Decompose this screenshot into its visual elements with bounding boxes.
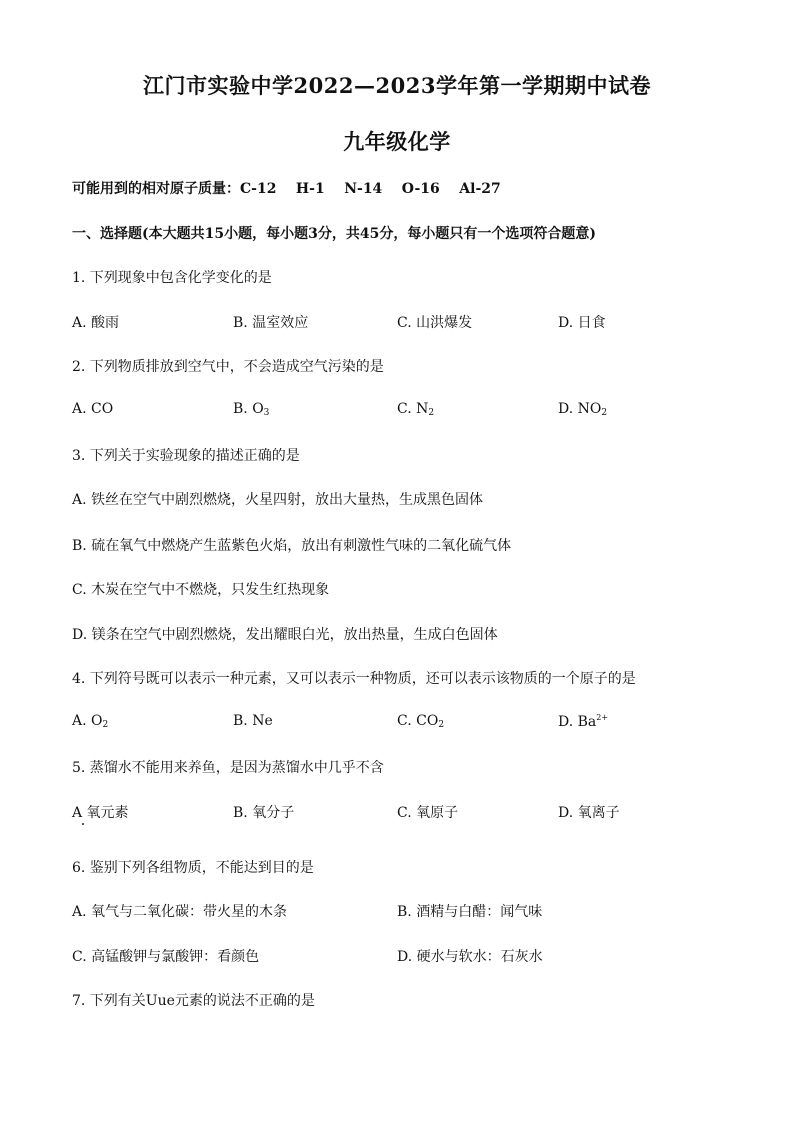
option-c: C. $N_2$ (397, 401, 435, 418)
option-c: C. 高锰酸钾与氯酸钾：看颜色 (72, 949, 260, 965)
option-d: D. 日食 (558, 315, 606, 331)
option-d: D. 镁条在空气中剧烈燃烧，发出耀眼白光，放出热量，生成白色固体 (72, 627, 498, 643)
option-a: A. $O_2$ (72, 713, 109, 730)
question-stem: 4. 下列符号既可以表示一种元素，又可以表示一种物质，还可以表示该物质的一个原子的是 (72, 671, 636, 687)
option-b: B. 硫在氧气中燃烧产生蓝紫色火焰，放出有刺激性气味的二氧化硫气体 (72, 538, 512, 554)
exam-title: 江门市实验中学2022—2023学年第一学期期中试卷 (143, 73, 651, 98)
option-d: D. $Ba^{2+}$ (558, 713, 609, 730)
option-a: A. 酸雨 (72, 315, 120, 331)
question-stem: 1. 下列现象中包含化学变化的是 (72, 270, 272, 286)
option-a: A 氧元素 (72, 805, 129, 821)
option-c: C. 氧原子 (397, 805, 459, 821)
option-b: B. Ne (233, 713, 273, 729)
question-stem: 5. 蒸馏水不能用来养鱼，是因为蒸馏水中几乎不含 (72, 760, 384, 776)
option-b: B. $O_3$ (233, 401, 270, 418)
option-d: D. 硬水与软水：石灰水 (397, 949, 543, 965)
question-stem: 7. 下列有关Uue元素的说法不正确的是 (72, 993, 315, 1009)
option-c: C. 木炭在空气中不燃烧，只发生红热现象 (72, 582, 330, 598)
atomic-mass-line: 可能用到的相对原子质量：C-12 H-1 N-14 O-16 Al-27 (72, 181, 501, 197)
question-stem: 3. 下列关于实验现象的描述正确的是 (72, 448, 300, 464)
option-d: D. $NO_2$ (558, 401, 608, 418)
question-stem: 6. 鉴别下列各组物质，不能达到目的是 (72, 860, 314, 876)
option-b: B. 氧分子 (233, 805, 295, 821)
option-a: A. 氧气与二氧化碳：带火星的木条 (72, 904, 288, 920)
option-b: B. 温室效应 (233, 315, 309, 331)
question-stem: 2. 下列物质排放到空气中，不会造成空气污染的是 (72, 359, 384, 375)
ink-dot (82, 823, 84, 825)
option-c: C. 山洪爆发 (397, 315, 473, 331)
option-a: A. CO (72, 401, 114, 417)
option-a: A. 铁丝在空气中剧烈燃烧，火星四射，放出大量热，生成黑色固体 (72, 492, 484, 508)
exam-subtitle: 九年级化学 (343, 129, 451, 154)
option-b: B. 酒精与白醋：闻气味 (397, 904, 543, 920)
option-d: D. 氧离子 (558, 805, 620, 821)
option-c: C. $CO_2$ (397, 713, 445, 730)
section-heading: 一、选择题(本大题共15小题，每小题3分，共45分，每小题只有一个选项符合题意) (72, 226, 596, 242)
